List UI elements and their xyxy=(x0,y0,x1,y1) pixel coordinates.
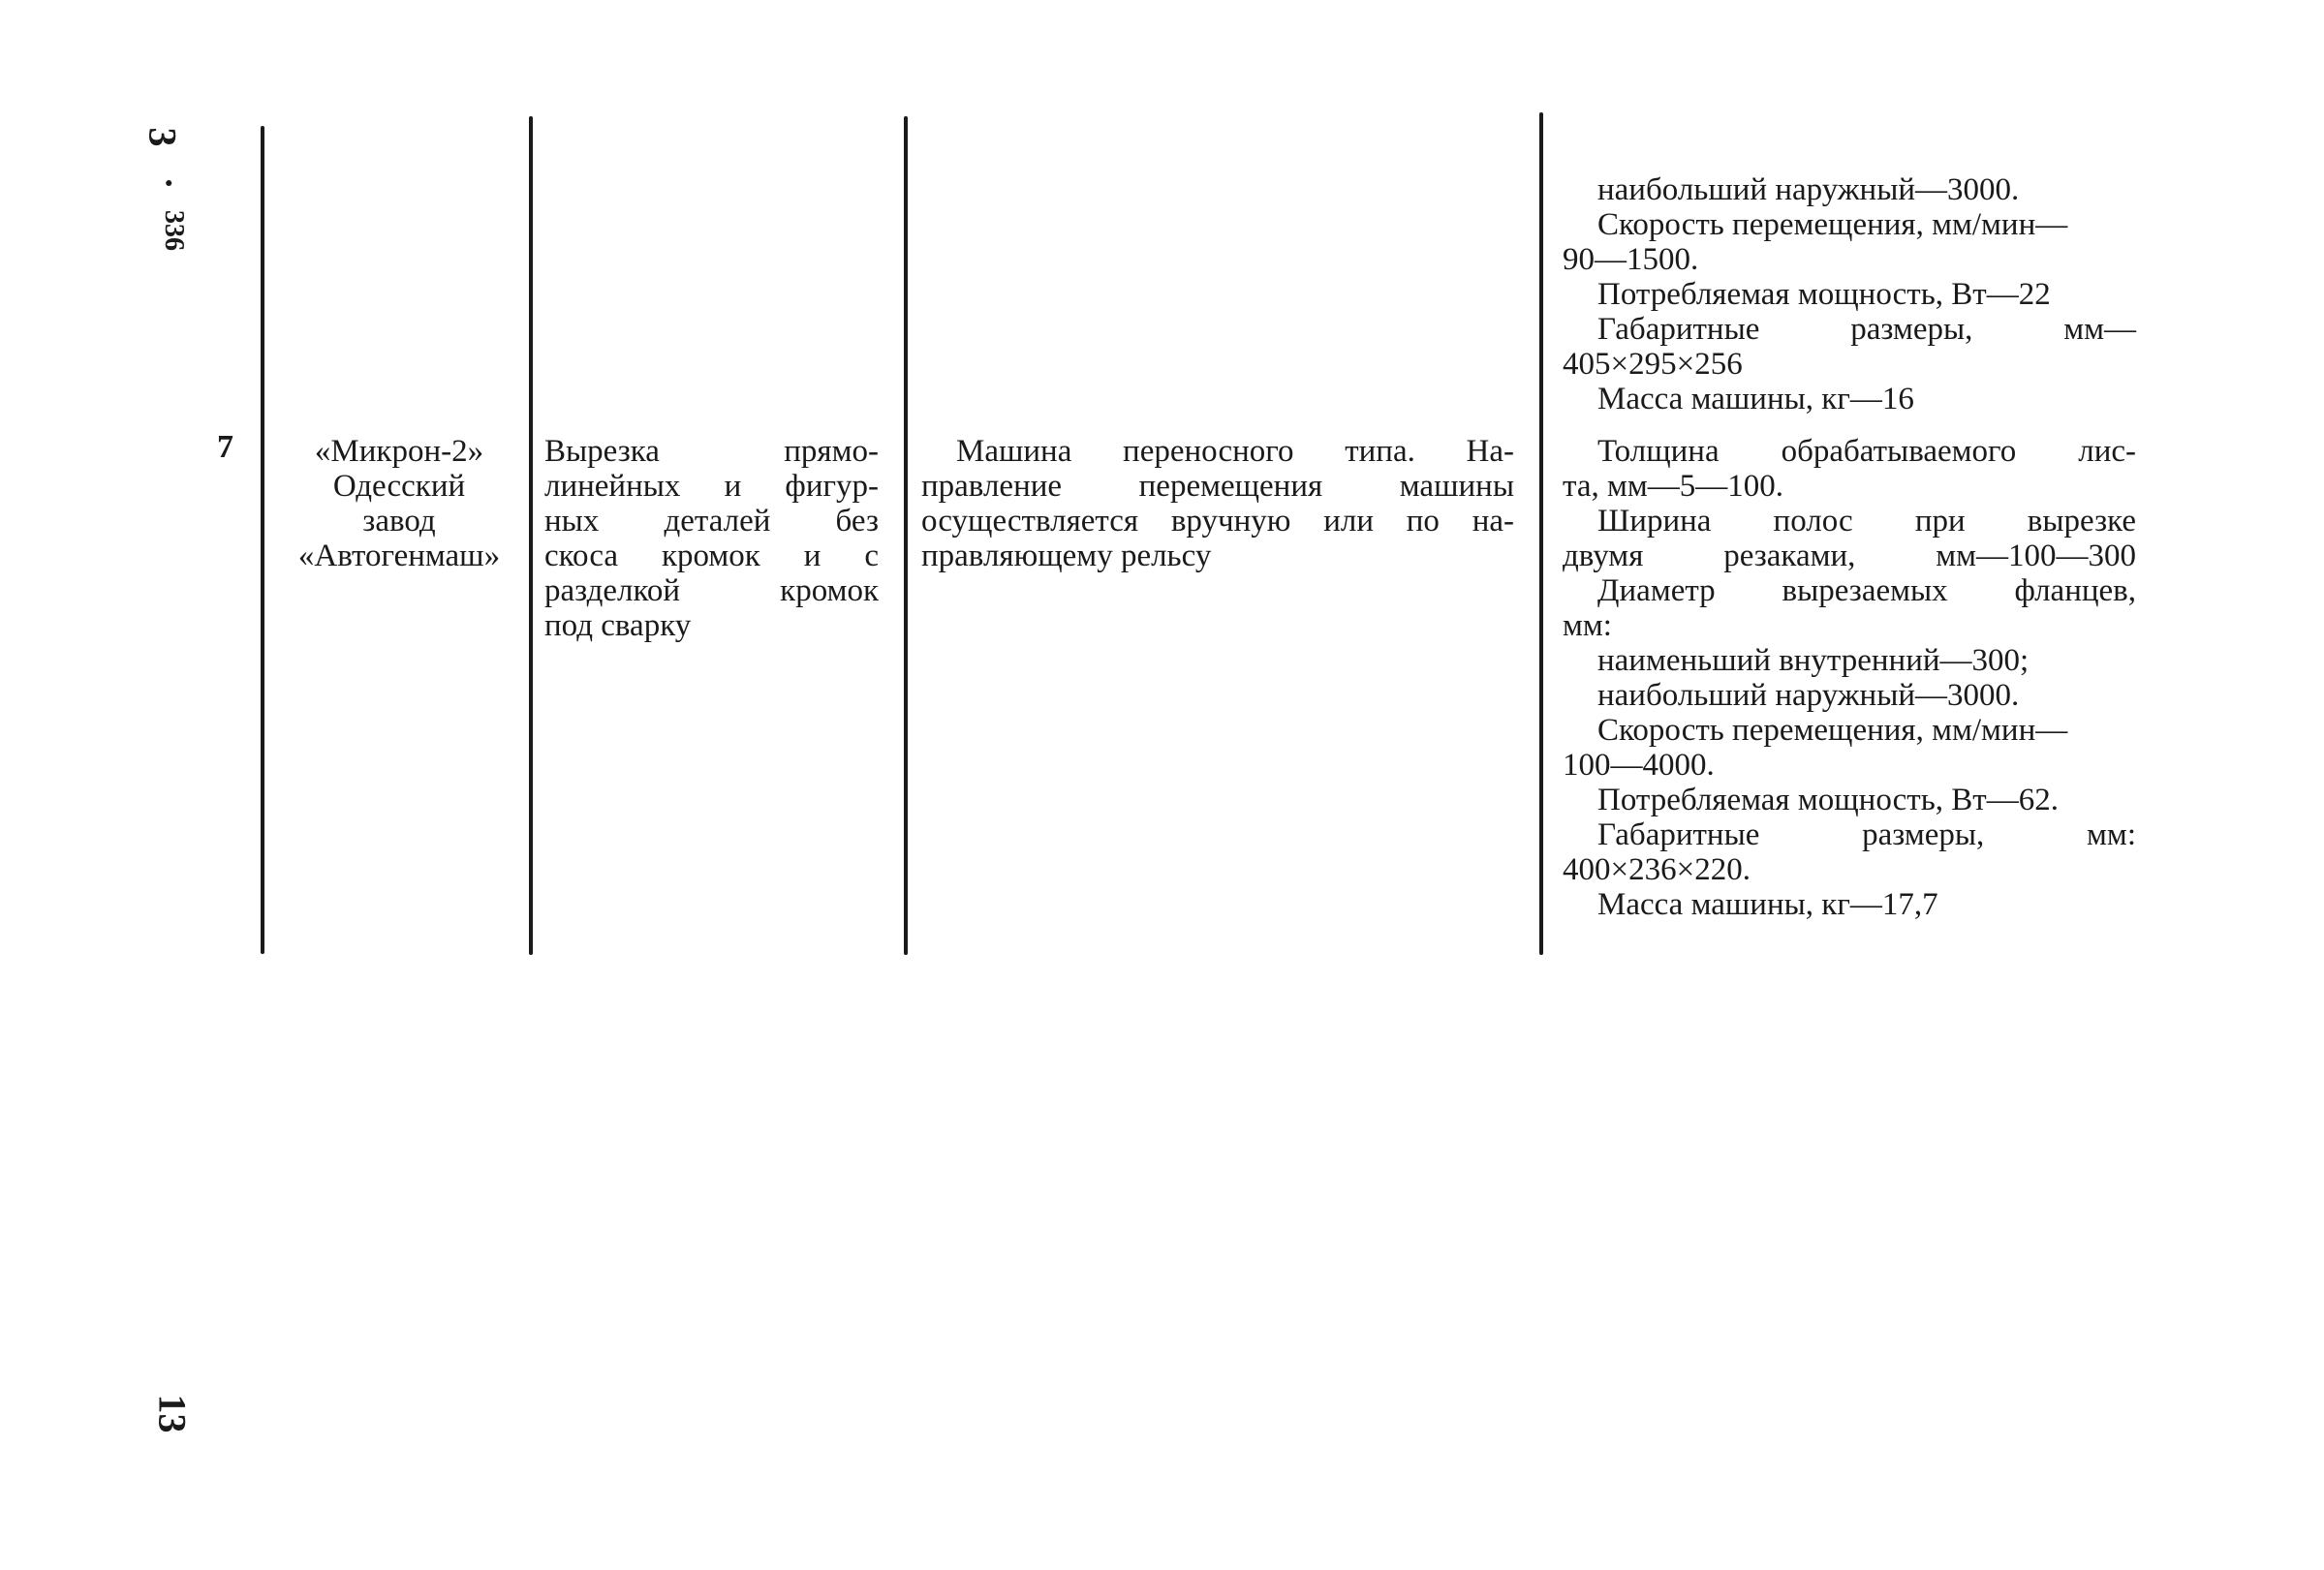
description-line: правление перемещения машины xyxy=(921,469,1514,504)
column-divider-2 xyxy=(529,116,533,955)
description-cell xyxy=(921,434,1514,573)
spec-line: мм: xyxy=(1563,608,1612,643)
description-line: Машина переносного типа. На- xyxy=(956,434,1514,469)
row-number: 7 xyxy=(217,429,233,465)
spec-line: наибольший наружный—3000. xyxy=(1597,172,2020,207)
manufacturer-line: завод xyxy=(362,504,436,539)
manufacturer-line: «Автогенмаш» xyxy=(297,539,501,573)
spec-line: наименьший внутренний—300; xyxy=(1597,643,2030,678)
spec-line: Ширина полос при вырезке xyxy=(1597,504,2136,539)
purpose-line: скоса кромок и с xyxy=(544,539,879,573)
spec-line: Скорость перемещения, мм/мин— xyxy=(1597,207,2068,242)
purpose-line: линейных и фигур- xyxy=(544,469,879,504)
margin-top-code: 336 xyxy=(159,210,189,251)
spec-line: та, мм—5—100. xyxy=(1563,469,1783,504)
spec-line: Габаритные размеры, мм: xyxy=(1597,817,2136,852)
spec-line: Габаритные размеры, мм— xyxy=(1597,312,2136,347)
spec-line: 405×295×256 xyxy=(1563,347,1743,382)
margin-top-bullet: • xyxy=(156,179,181,187)
spec-line: 90—1500. xyxy=(1563,242,1699,277)
description-line: осуществляется вручную или по на- xyxy=(921,504,1514,539)
column-divider-3 xyxy=(904,116,908,955)
page-number: 13 xyxy=(150,1394,195,1433)
column-divider-4 xyxy=(1539,112,1543,955)
purpose-line: под сварку xyxy=(544,608,692,643)
purpose-line: ных деталей без xyxy=(544,504,879,539)
description-line: правляющему рельсу xyxy=(921,539,1212,573)
specs-cell xyxy=(1563,434,2136,922)
spec-line: Потребляемая мощность, Вт—62. xyxy=(1597,783,2059,817)
spec-line: Толщина обрабатываемого лис- xyxy=(1597,434,2136,469)
purpose-line: Вырезка прямо- xyxy=(544,434,879,469)
spec-line: наибольший наружный—3000. xyxy=(1597,678,2020,713)
spec-line: 100—4000. xyxy=(1563,748,1715,783)
manufacturer-line: Одесский xyxy=(332,469,466,504)
column-divider-1 xyxy=(261,126,264,954)
spec-line: двумя резаками, мм—100—300 xyxy=(1563,539,2136,573)
purpose-cell xyxy=(544,434,879,643)
margin-top-number: 3 xyxy=(140,127,185,147)
machine-name-cell xyxy=(273,434,525,573)
machine-name-line: «Микрон-2» xyxy=(314,434,484,469)
spec-line: Масса машины, кг—17,7 xyxy=(1597,887,1938,922)
spec-line: Диаметр вырезаемых фланцев, xyxy=(1597,573,2136,608)
spec-line: 400×236×220. xyxy=(1563,852,1751,887)
spec-line: Скорость перемещения, мм/мин— xyxy=(1597,713,2068,748)
prev-row-specs xyxy=(1563,172,2136,416)
purpose-line: разделкой кромок xyxy=(544,573,879,608)
spec-line: Потребляемая мощность, Вт—22 xyxy=(1597,277,2051,312)
spec-line: Масса машины, кг—16 xyxy=(1597,382,1914,416)
